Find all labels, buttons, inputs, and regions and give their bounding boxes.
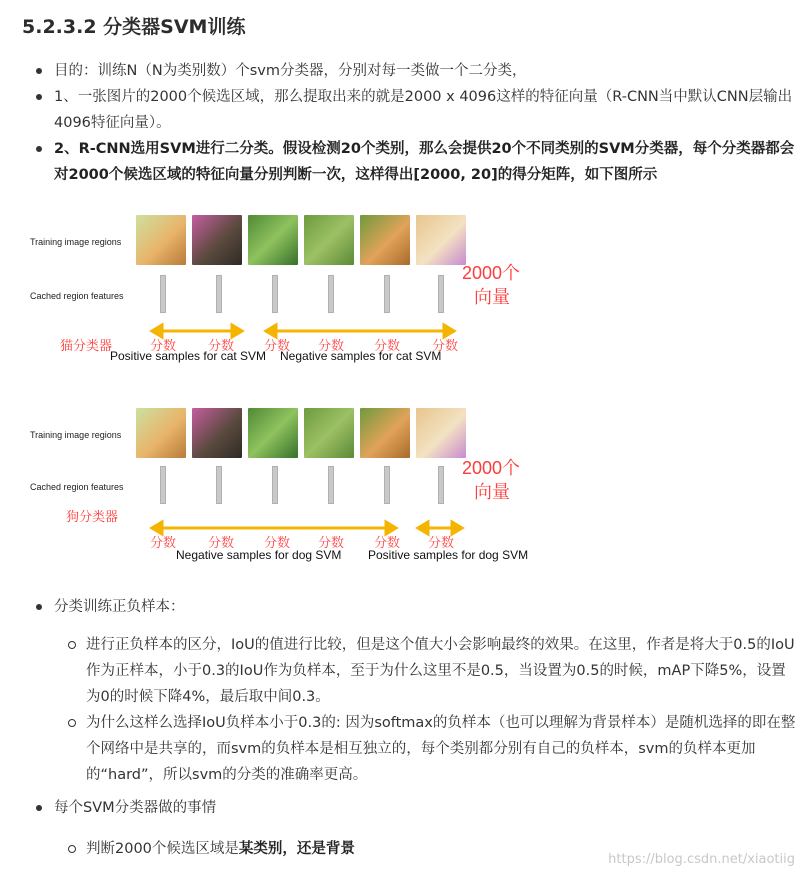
vector-unit-label: 向量 bbox=[474, 482, 510, 502]
section-title: 5.2.3.2 分类器SVM训练 bbox=[22, 16, 246, 38]
judge-bold: 某类别，还是背景 bbox=[238, 841, 355, 857]
score-label: 分数 bbox=[318, 535, 345, 550]
vector-count-label: 2000个 bbox=[462, 263, 521, 283]
sub-item-iou-threshold: 进行正负样本的区分，IoU的值进行比较，但是这个值大小会影响最终的效果。在这里，作者是将大于0.5的IoU作为正样本，小于0.3的IoU作为负样本，至于为什么这里不是0.5，当设置为0.5的时候，mAP下降5%，设置为0的时候下降4%，最后取中间0.3。 bbox=[68, 632, 798, 710]
score-label: 分数 bbox=[264, 535, 291, 550]
figure-dog-svm bbox=[26, 398, 546, 568]
sub-item-why-0-3: 为什么这样么选择IoU负样本小于0.3的: 因为softmax的负样本（也可以理解为背景样本）是随机选择的即在整个网络中是共享的，而svm的负样本是相互独立的，每个类别都分别有自己的负样本，svm的负样本更加的“hard”，所以svm的分类的准确率更高。 bbox=[68, 710, 798, 788]
caption-negative-dog: Negative samples for dog SVM bbox=[176, 548, 342, 562]
caption-positive-cat: Positive samples for cat SVM bbox=[110, 349, 267, 363]
sub-list-samples bbox=[68, 632, 798, 788]
list-item-goal: 目的：训练N（N为类别数）个svm分类器，分别对每一类做一个二分类， bbox=[36, 58, 796, 84]
row-label-images: Training image regions bbox=[30, 237, 122, 247]
judge-prefix: 判断2000个候选区域是 bbox=[86, 841, 239, 857]
bullet-list-bottom-2 bbox=[36, 795, 796, 821]
caption-positive-dog: Positive samples for dog SVM bbox=[368, 548, 529, 562]
score-label: 分数 bbox=[264, 338, 291, 353]
score-label: 分数 bbox=[428, 535, 455, 550]
score-label: 分数 bbox=[374, 535, 401, 550]
row-label-features: Cached region features bbox=[30, 482, 124, 492]
classifier-label-cat: 猫分类器 bbox=[60, 338, 113, 353]
score-label: 分数 bbox=[150, 338, 177, 353]
classifier-label-dog: 狗分类器 bbox=[66, 509, 119, 524]
list-item-svm-matrix: 2、R-CNN选用SVM进行二分类。假设检测20个类别，那么会提供20个不同类别的SVM分类器，每个分类器都会对2000个候选区域的特征向量分别判断一次，这样得出[2000, 20]的得分矩阵，如下图所示 bbox=[36, 136, 796, 188]
bullet-list-top bbox=[36, 58, 796, 188]
row-label-images: Training image regions bbox=[30, 430, 122, 440]
list-item-classifier-task: 每个SVM分类器做的事情 bbox=[36, 795, 796, 821]
row-label-features: Cached region features bbox=[30, 291, 124, 301]
vector-unit-label: 向量 bbox=[474, 287, 510, 307]
figure-cat-svm bbox=[26, 205, 546, 370]
list-item-feature-vectors: 1、一张图片的2000个候选区域，那么提取出来的就是2000 x 4096这样的特征向量（R-CNN当中默认CNN层输出4096特征向量）。 bbox=[36, 84, 796, 136]
score-label: 分数 bbox=[318, 338, 345, 353]
score-label: 分数 bbox=[208, 338, 235, 353]
score-label: 分数 bbox=[374, 338, 401, 353]
watermark: https://blog.csdn.net/xiaotiig bbox=[608, 852, 795, 867]
vector-count-label: 2000个 bbox=[462, 458, 521, 478]
caption-negative-cat: Negative samples for cat SVM bbox=[280, 349, 442, 363]
score-label: 分数 bbox=[208, 535, 235, 550]
bullet-list-bottom-1 bbox=[36, 594, 796, 620]
list-item-training-samples: 分类训练正负样本： bbox=[36, 594, 796, 620]
score-label: 分数 bbox=[150, 535, 177, 550]
score-label: 分数 bbox=[432, 338, 459, 353]
